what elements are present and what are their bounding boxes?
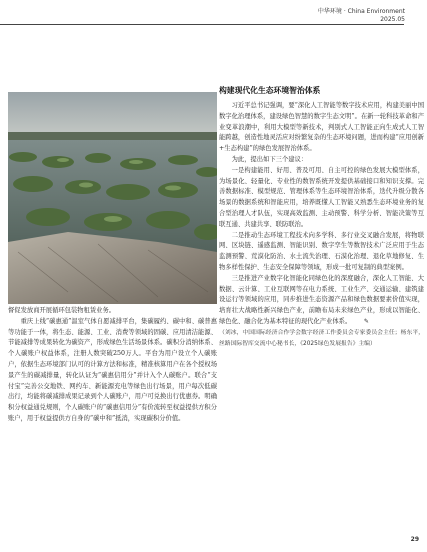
section-title: 构建现代化生态环境智治体系: [219, 86, 321, 95]
magazine-name: 中华环境 · China Environment: [317, 8, 405, 15]
issue-number: 2025.05: [380, 16, 405, 23]
pencil-icon: ✎: [363, 317, 369, 325]
paragraph: 习近平总书记强调，要“深化人工智能等数字技术应用，构建美丽中国数字化治理体系，建设绿色智慧的数字生态文明”。在新一轮科技革命和产业变革浪潮中，利用大模型等新技术，判别式人工智能正向生成式人工智能跨越，创造性地灵活应对纷繁复杂的生态环境问题，进而构建“应用创新+生态构建”的绿色发展智治体系。: [219, 102, 424, 153]
paragraph: [219, 274, 424, 328]
paragraph: 重庆上线“碳惠通”温室气体自愿减排平台，集碳履约、碳中和、碳普惠等功能于一体，将生态、能源、工业、消费等领域的固碳、应用清洁能源、节能减排等成果转化为碳资产，形成绿色生活场景体系。碳积分消纳体系、个人碳账户权益体系，注册人数突破250万人。平台为用户设立个人碳账户，依据生态环境部门认可的计算方法和标准，精准核算用户在各个授权场景产生的碳减排量，转化认证为“碳惠信用分”并计入个人碳账户。联合“支付宝”完善公交地铁、网约车、新能源充电等绿色出行场景，用户每次低碳出行，均能将碳减排成果记录到个人碳账户，用户可兑换出行优惠券。明确积分权益通兑规则，个人碳账户的“碳惠信用分”有价流转至权益提供方积分账户，用于权益提供方自身的“碳中和”抵消，实现碳积分价值。: [8, 317, 217, 422]
paragraph-text: 三是推进产业数字化智能化同绿色化的深度融合，深化人工智能、大数据、云计算、工业互联网等在电力系统、工业生产、交通运输、建筑建设运行等领域的应用，同步推进生态资源产品和绿色数据要素价值实现，培育壮大战略性新兴绿色产业，前瞻布局未来绿色产业，形成以智能化、绿色化、融合化为基本特征的现代化产业体系。: [219, 274, 424, 325]
paragraph: 二是推动生态环境工程技术向多学科、多行业交叉融合发展，将物联网、区块链、遥感监测、智能识别、数字孪生等数智技术广泛应用于生态监测预警、荒漠化防治、水土流失治理、石漠化治理、退化草地修复、生物多样性保护、生态安全保障等领域，形成一批可复制的典型案例。: [219, 231, 424, 271]
author-note: （刘冰，中国国际经济合作学会数字经济工作委员会专家委员会主任；杨东平，丝路国际智库交流中心秘书长，《2025绿色发展报告》主编）: [219, 329, 424, 347]
right-column: [219, 101, 424, 349]
left-column: [8, 306, 217, 425]
header-rule: [0, 24, 404, 25]
wetland-lotus-photo: [8, 92, 217, 304]
paragraph: 一是构建能用、好用、普及可用、自主可控的绿色发展大模型体系，为场景化、轻量化、专业性的数智系统开发提供基础接口和知识支撑。完善数据标准、模型规范、管理体系等生态环境智治体系，迭代升级分散各场景的数据系统和智能应用，培养既懂人工智能又熟悉生态环境业务的复合型治理人才队伍，实现高效监测、主动预警、科学分析、智能决策等互联互通、共建共享、联防联治。: [219, 166, 424, 228]
paragraph: 为此，提出如下三个建议：: [231, 155, 308, 163]
paragraph: 督促发放商开展循环包装物租赁业务。: [8, 307, 116, 314]
page-number: 29: [410, 536, 419, 543]
